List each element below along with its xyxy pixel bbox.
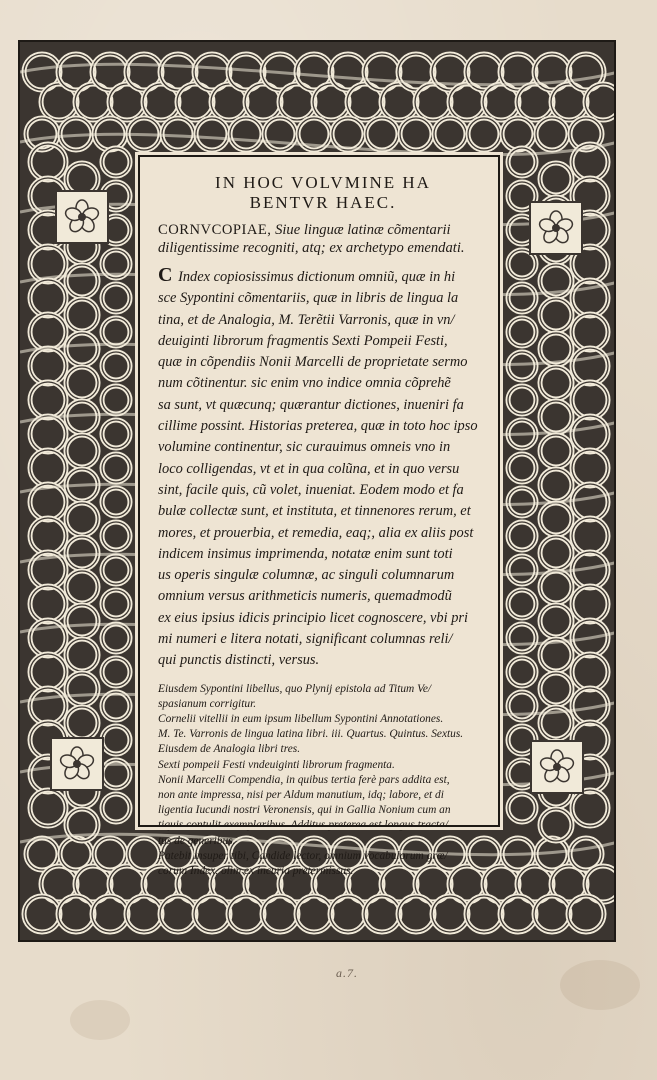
main-text-line: Index copiosissimus dictionum omniũ, quæ in hi <box>178 269 456 285</box>
contents-line: Sexti pompeii Festi vndeuiginti librorum fragmenta. <box>158 758 395 771</box>
main-text-line: mi numeri e litera notati, significant columnas reli/ <box>158 631 453 648</box>
main-text-line: deuiginti librorum fragmentis Sexti Pompeii Festi, <box>158 332 448 349</box>
paragraph-mark: C <box>158 264 173 286</box>
title-line-2: BENTVR HAEC. <box>249 193 397 212</box>
main-text-line: mores, et prouerbia, et remedia, eaq;, alia ex aliis post <box>158 524 474 541</box>
main-text-line: cillime possint. Historias preterea, quæ in toto hoc ipso <box>158 418 478 435</box>
intro-paragraph <box>158 221 488 257</box>
main-text-line: loco colligendas, vt et in qua colũna, et in quo versu <box>158 460 460 477</box>
contents-line: Eiusdem de Analogia libri tres. <box>158 743 301 756</box>
title-line-1: IN HOC VOLVMINE HA <box>215 173 431 192</box>
rosette-icon <box>530 202 582 254</box>
contents-line: Patebit insuper tibi, Candide lector, omnium vocabulorum græ/ <box>158 849 448 862</box>
text-panel <box>138 155 500 878</box>
contents-line: tus de generibus. <box>158 834 236 847</box>
signature-mark: a.7. <box>336 966 358 980</box>
main-text-line: us operis singulæ columnæ, ac singuli columnarum <box>158 567 455 584</box>
main-text-line: quæ in cõpendiis Nonii Marcelli de proprietate sermo <box>158 354 468 371</box>
intro-line: diligentissime recogniti, atq; ex archetypo emendati. <box>158 240 465 256</box>
contents-line: corum Index, olim ex incuria pretermissus. <box>158 865 354 878</box>
rosette-icon <box>56 191 108 243</box>
intro-lead: CORNVCOPIAE, <box>158 222 272 238</box>
contents-list <box>158 682 488 880</box>
contents-line: tiquis contulit exemplaribus. Additus preterea est longus tracta/ <box>158 819 449 832</box>
contents-line: Cornelii vitellii in eum ipsum libellum Sypontini Annotationes. <box>158 713 444 726</box>
main-text-line: volumine continentur, sic curauimus omneis vno in <box>158 439 451 456</box>
contents-line: M. Te. Varronis de lingua latina libri. iii. Quartus. Quintus. Sextus. <box>158 728 464 741</box>
main-paragraph <box>158 265 488 672</box>
main-text-line: sint, facile quis, cũ volet, inueniat. Eodem modo et fa <box>158 481 464 498</box>
main-text-line: indicem insimus imprimenda, notatæ enim sunt toti <box>158 545 453 562</box>
main-text-line: sa sunt, vt quæcunq; quærantur dictiones, inueniri fa <box>158 396 464 413</box>
rosette-icon <box>51 738 103 790</box>
paper-stain <box>560 960 640 1010</box>
rosette-icon <box>531 741 583 793</box>
contents-line: ligentia Iucundi nostri Veronensis, qui in Gallia Nonium cum an <box>158 804 451 817</box>
intro-line: Siue linguæ latinæ cõmentarii <box>271 222 451 238</box>
page-title <box>158 173 488 213</box>
paper-stain <box>70 1000 130 1040</box>
main-text-line: bulæ collectæ sunt, et instituta, et tinnenores rerum, et <box>158 503 471 520</box>
main-text-line: tina, et de Analogia, M. Terẽtii Varronis, quæ in vn/ <box>158 311 455 328</box>
contents-line: spasianum corrigitur. <box>158 697 257 710</box>
main-text-line: num cõtinentur. sic enim vno indice omnia cõprehẽ <box>158 375 451 392</box>
main-text-line: sce Sypontini cõmentariis, quæ in libris de lingua la <box>158 290 459 307</box>
main-text-line: qui punctis distincti, versus. <box>158 652 320 669</box>
contents-line: Nonii Marcelli Compendia, in quibus tertia ferè pars addita est, <box>158 773 450 786</box>
contents-line: Eiusdem Sypontini libellus, quo Plynij epistola ad Titum Ve/ <box>158 682 432 695</box>
contents-line: non ante impressa, nisi per Aldum manutium, idq; labore, et di <box>158 789 444 802</box>
main-text-line: ex eius ipsius idicis principio licet cognoscere, vbi pri <box>158 609 469 626</box>
main-text-line: omnium versus arithmeticis numeris, quemadmodũ <box>158 588 452 605</box>
